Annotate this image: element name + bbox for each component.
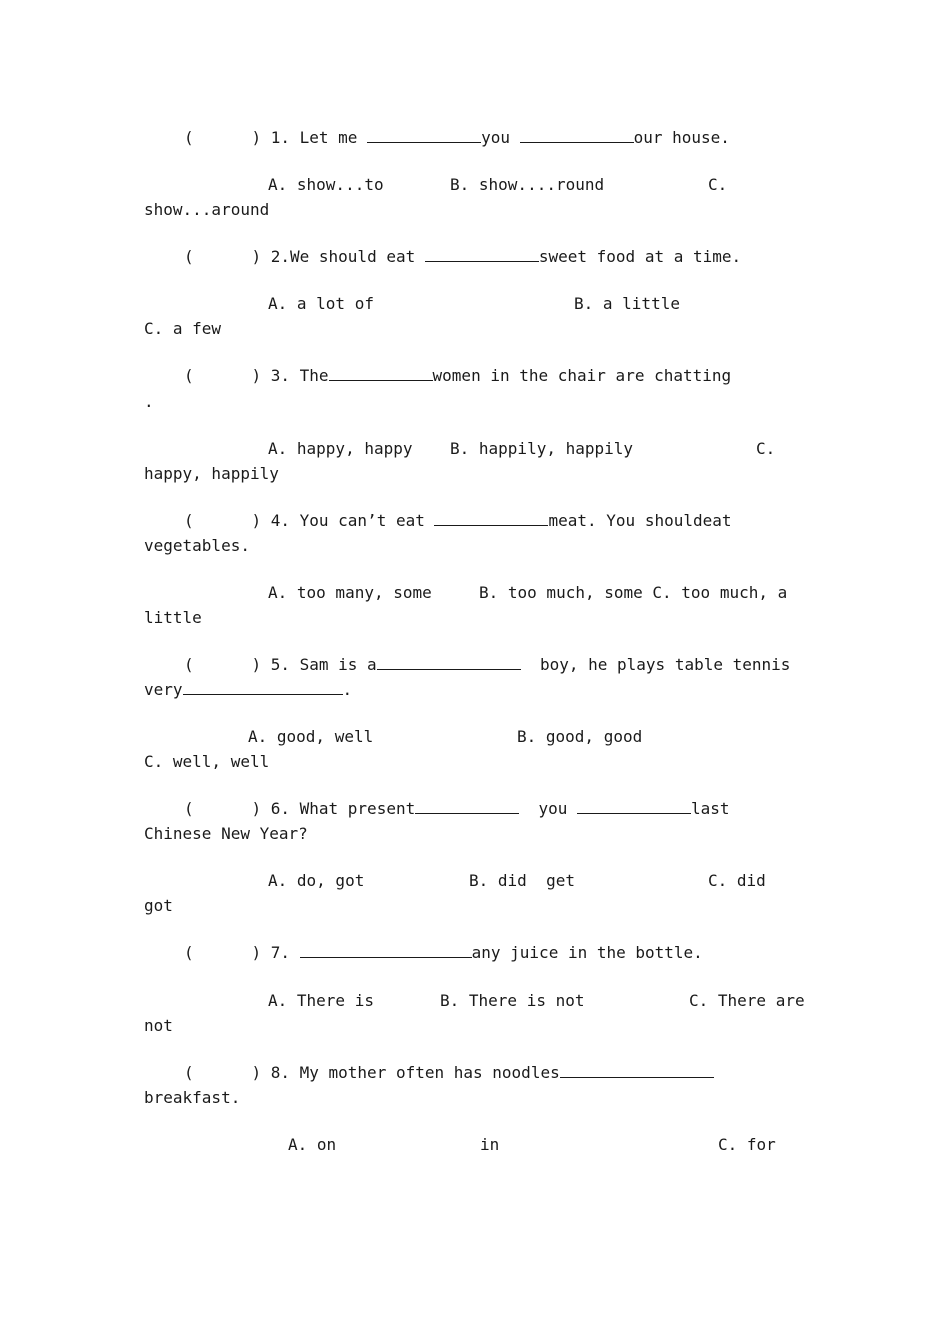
question-7-stem: ( ) 7. any juice in the bottle. <box>184 943 703 962</box>
answer-paren-close: ) <box>251 1063 262 1082</box>
question-8-stem: ( ) 8. My mother often has noodles <box>184 1063 714 1083</box>
answer-paren-close: ) <box>251 128 262 147</box>
question-number: 6 <box>270 799 281 818</box>
stem-text: Let me <box>299 128 368 147</box>
question-number: 8 <box>270 1063 281 1082</box>
option-a: A. good, well <box>248 727 374 746</box>
option-c: C. There are <box>689 991 805 1010</box>
option-b: B. good, good <box>517 727 643 746</box>
stem-text: The <box>299 366 329 385</box>
answer-paren-open: ( <box>184 128 194 147</box>
answer-blank <box>377 655 521 670</box>
option-b: B. happily, happily <box>450 439 634 458</box>
answer-paren-close: ) <box>251 511 262 530</box>
answer-blank <box>329 366 433 381</box>
question-4-stem: ( ) 4. You can’t eat meat. You shouldeat <box>184 511 732 530</box>
stem-text: My mother often has noodles <box>299 1063 560 1082</box>
answer-paren-close: ) <box>251 943 262 962</box>
answer-paren-open: ( <box>184 1063 194 1082</box>
question-1-stem: ( ) 1. Let me you our house. <box>184 128 730 147</box>
stem-text: very <box>144 680 183 699</box>
stem-text: meat. You shouldeat <box>548 511 732 530</box>
answer-paren-open: ( <box>184 799 194 818</box>
option-c-wrap: happy, happily <box>144 464 279 483</box>
question-number: 1 <box>270 128 281 147</box>
answer-blank <box>434 511 548 526</box>
option-c: C. for <box>718 1135 776 1154</box>
stem-wrap <box>144 680 352 700</box>
stem-wrap: vegetables. <box>144 536 250 555</box>
option-b: in <box>480 1135 500 1154</box>
option-a: A. a lot of <box>268 294 374 313</box>
answer-blank <box>577 799 691 814</box>
stem-text: any juice in the bottle. <box>471 943 703 962</box>
option-a: A. There is <box>268 991 374 1010</box>
option-b: B. too much, some C. too much, a <box>479 583 788 602</box>
answer-paren-close: ) <box>251 655 262 674</box>
answer-blank <box>520 128 634 143</box>
question-5-stem: ( ) 5. Sam is a boy, he plays table tennis <box>184 655 791 674</box>
question-number: 5 <box>270 655 281 674</box>
answer-blank <box>425 247 539 262</box>
answer-paren-open: ( <box>184 655 194 674</box>
stem-wrap: breakfast. <box>144 1088 241 1107</box>
answer-paren-open: ( <box>184 366 194 385</box>
question-6-stem: ( ) 6. What present you last <box>184 799 730 818</box>
stem-text: sweet food at a time. <box>538 247 742 266</box>
option-c: C. did <box>708 871 766 890</box>
stem-text: last <box>691 799 730 818</box>
option-b: B. did get <box>469 871 575 890</box>
option-a: A. happy, happy <box>268 439 413 458</box>
stem-text: . <box>342 680 353 699</box>
answer-blank <box>560 1063 714 1078</box>
option-b: B. show....round <box>450 175 605 194</box>
answer-blank <box>415 799 519 814</box>
option-c-wrap: show...around <box>144 200 270 219</box>
option-c: C. <box>756 439 776 458</box>
answer-paren-close: ) <box>251 247 262 266</box>
stem-text: boy, he plays table tennis <box>530 655 791 674</box>
option-c-wrap: got <box>144 896 173 915</box>
stem-wrap: . <box>144 392 154 411</box>
answer-paren-open: ( <box>184 511 194 530</box>
stem-text: What present <box>299 799 416 818</box>
option-c: C. well, well <box>144 752 270 771</box>
question-number: 7 <box>270 943 281 962</box>
answer-blank <box>367 128 481 143</box>
stem-text: our house. <box>633 128 730 147</box>
option-a: A. too many, some <box>268 583 432 602</box>
stem-text: you <box>528 799 578 818</box>
question-number: 2 <box>270 247 281 266</box>
stem-text: You can’t eat <box>299 511 435 530</box>
stem-text: women in the chair are chatting <box>432 366 732 385</box>
option-b: B. There is not <box>440 991 585 1010</box>
stem-text: We should eat <box>290 247 425 266</box>
stem-wrap: Chinese New Year? <box>144 824 308 843</box>
option-a: A. show...to <box>268 175 384 194</box>
option-b: B. a little <box>574 294 680 313</box>
option-a: A. do, got <box>268 871 365 890</box>
question-2-stem: ( ) 2.We should eat sweet food at a time. <box>184 247 742 266</box>
option-c: C. a few <box>144 319 222 338</box>
answer-paren-open: ( <box>184 943 194 962</box>
answer-paren-close: ) <box>251 366 262 385</box>
stem-text: you <box>481 128 520 147</box>
option-c-wrap: not <box>144 1016 173 1035</box>
question-number: 3 <box>270 366 281 385</box>
answer-paren-close: ) <box>251 799 262 818</box>
answer-blank <box>183 680 343 695</box>
option-a: A. on <box>288 1135 337 1154</box>
question-3-stem: ( ) 3. The women in the chair are chatting <box>184 366 732 385</box>
option-c: C. <box>708 175 728 194</box>
option-c-wrap: little <box>144 608 202 627</box>
answer-blank <box>300 943 472 958</box>
answer-paren-open: ( <box>184 247 194 266</box>
question-number: 4 <box>270 511 281 530</box>
stem-text: Sam is a <box>299 655 377 674</box>
